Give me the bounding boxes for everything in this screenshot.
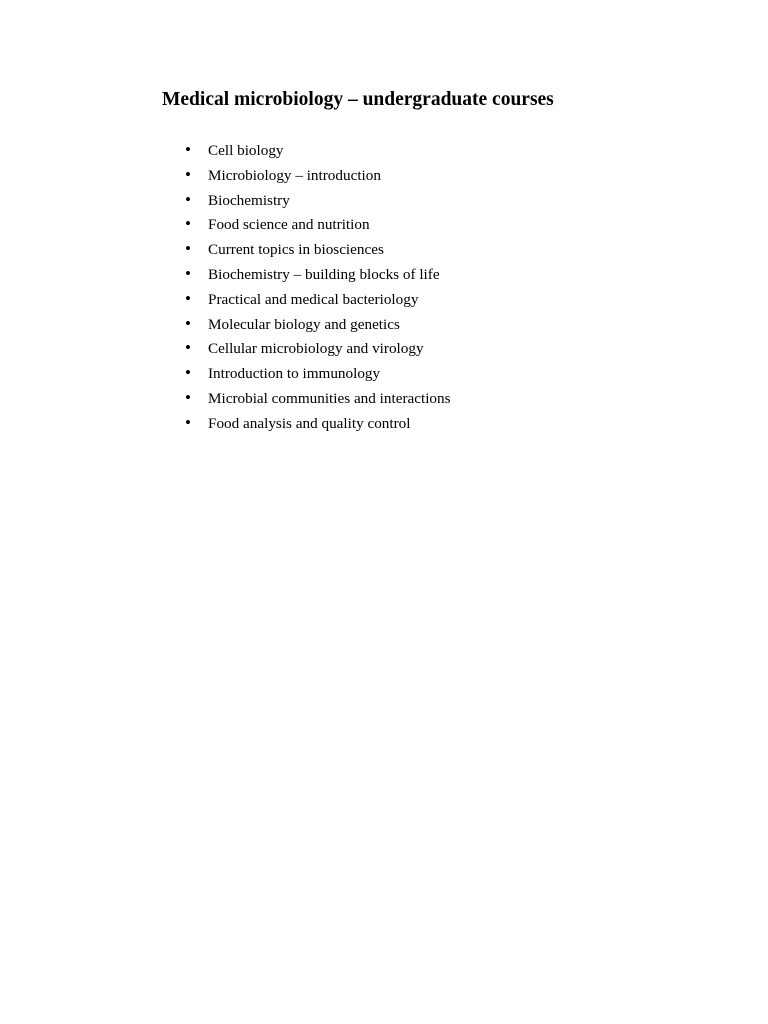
course-label: Microbial communities and interactions bbox=[208, 389, 451, 407]
bullet-icon: • bbox=[185, 214, 191, 234]
course-label: Biochemistry bbox=[208, 191, 290, 209]
course-label: Practical and medical bacteriology bbox=[208, 290, 419, 308]
bullet-icon: • bbox=[185, 288, 191, 308]
bullet-icon: • bbox=[185, 387, 191, 407]
bullet-icon: • bbox=[185, 140, 191, 159]
bullet-icon: • bbox=[185, 313, 191, 333]
bullet-icon: • bbox=[185, 189, 191, 209]
course-label: Introduction to immunology bbox=[208, 365, 381, 383]
bullet-icon: • bbox=[185, 263, 191, 283]
course-label: Microbiology – introduction bbox=[208, 166, 381, 184]
bullet-icon: • bbox=[185, 338, 191, 358]
course-label: Cell biology bbox=[208, 142, 284, 159]
bullet-icon: • bbox=[185, 412, 191, 432]
course-label: Cellular microbiology and virology bbox=[208, 340, 424, 358]
course-label: Molecular biology and genetics bbox=[208, 315, 400, 333]
course-label: Biochemistry – building blocks of life bbox=[208, 265, 440, 283]
course-label: Food science and nutrition bbox=[208, 216, 370, 234]
bullet-icon: • bbox=[185, 239, 191, 259]
course-label: Food analysis and quality control bbox=[208, 414, 411, 432]
page-title: Medical microbiology – undergraduate courses bbox=[162, 89, 554, 110]
bullet-icon: • bbox=[185, 363, 191, 383]
course-label: Current topics in biosciences bbox=[208, 241, 384, 259]
bullet-icon: • bbox=[185, 164, 191, 184]
